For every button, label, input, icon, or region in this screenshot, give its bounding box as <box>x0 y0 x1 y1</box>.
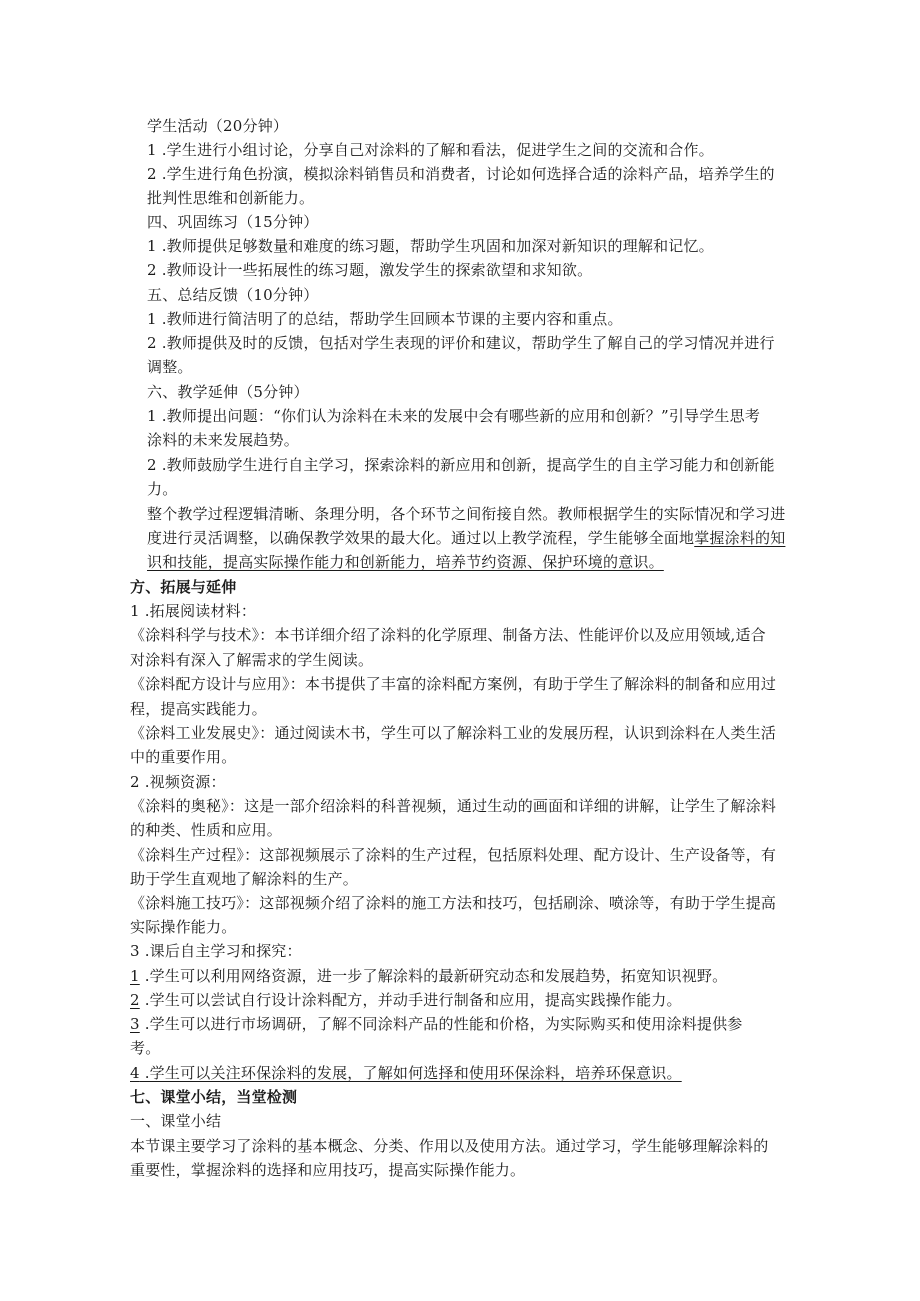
text-line: 1 .拓展阅读材料： <box>130 602 257 620</box>
underlined-text: 识和技能，提高实际操作能力和创新能力，培养节约资源、保护环境的意识。 <box>147 553 664 571</box>
list-item <box>130 988 682 1012</box>
text-line: 的种类、性质和应用。 <box>130 821 283 839</box>
text-line: 1 .教师提供足够数量和难度的练习题，帮助学生巩固和加深对新知识的理解和记忆。 <box>147 237 714 255</box>
text-line: 2 .教师设计一些拓展性的练习题，激发学生的探索欲望和求知欲。 <box>147 261 593 279</box>
text-line: 《涂料的奥秘》：这是一部介绍涂料的科普视频，通过生动的画面和详细的讲解，让学生了解涂料 <box>130 797 777 815</box>
text-segment: .学生可以尝试自行设计涂料配方，并动手进行制备和应用，提高实践操作能力。 <box>139 991 682 1009</box>
text-segment: 度进行灵活调整，以确保教学效果的最大化。通过以上教学流程，学生能够全面地 <box>147 529 695 547</box>
text-line: 整个教学过程逻辑清晰、条理分明，各个环节之间衔接自然。教师根据学生的实际情况和学习进 <box>147 505 786 523</box>
text-line: 《涂料生产过程》：这部视频展示了涂料的生产过程，包括原料处理、配方设计、生产设备等，有 <box>130 846 777 864</box>
list-item <box>130 964 727 988</box>
text-line: 中的重要作用。 <box>130 748 237 766</box>
text-line: 《涂料施工技巧》：这部视频介绍了涂料的施工方法和技巧，包括刷涂、喷涂等，有助于学生提高 <box>130 894 777 912</box>
text-line: 考。 <box>130 1039 161 1057</box>
text-line: 《涂料科学与技术》：本书详细介绍了涂料的化学原理、制备方法、性能评价以及应用领域,适合 <box>130 626 766 644</box>
text-line: 批判性思维和创新能力。 <box>147 189 315 207</box>
text-line: 对涂料有深入了解需求的学生阅读。 <box>130 651 374 669</box>
text-line: 《涂料配方设计与应用》：本书提供了丰富的涂料配方案例，有助于学生了解涂料的制备和应用过 <box>130 675 777 693</box>
text-line: 力。 <box>147 480 178 498</box>
underlined-text: 掌握涂料的知 <box>694 529 786 547</box>
text-line: 调整。 <box>147 358 193 376</box>
text-line: 学生活动（20分钟） <box>147 117 289 135</box>
underlined-text: .学生可以关注环保涂料的发展，了解如何选择和使用环保涂料，培养环保意识。 <box>139 1064 682 1082</box>
text-line: 实际操作能力。 <box>130 918 237 936</box>
text-line: 1 .教师进行简洁明了的总结，帮助学生回顾本节课的主要内容和重点。 <box>147 310 623 328</box>
text-line <box>147 526 785 550</box>
text-segment: .学生可以进行市场调研，了解不同涂料产品的性能和价格，为实际购买和使用涂料提供参 <box>139 1015 743 1033</box>
list-item <box>130 1012 743 1036</box>
text-line: 本节课主要学习了涂料的基本概念、分类、作用以及使用方法。通过学习，学生能够理解涂料的 <box>130 1137 769 1155</box>
text-line: 助于学生直观地了解涂料的生产。 <box>130 870 359 888</box>
list-item <box>130 1061 682 1085</box>
text-line: 《涂料工业发展史》：通过阅读木书，学生可以了解涂料工业的发展历程，认识到涂料在人类生活 <box>130 724 777 742</box>
section-heading-bold: 七、课堂小结，当堂检测 <box>130 1088 298 1106</box>
section-heading-bold: 方、拓展与延伸 <box>130 578 237 596</box>
text-line: 程，提高实践能力。 <box>130 700 267 718</box>
text-line: 涂料的未来发展趋势。 <box>147 431 300 449</box>
text-line: 1 .学生进行小组讨论，分享自己对涂料的了解和看法，促进学生之间的交流和合作。 <box>147 141 714 159</box>
list-number: 3 <box>130 1015 140 1033</box>
text-line: 2 .视频资源： <box>130 773 226 791</box>
text-line: 重要性，掌握涂料的选择和应用技巧，提高实际操作能力。 <box>130 1161 526 1179</box>
section-heading: 五、总结反馈（10分钟） <box>147 286 319 304</box>
list-number: 2 <box>130 991 140 1009</box>
text-segment: .学生可以利用网络资源，进一步了解涂料的最新研究动态和发展趋势，拓宽知识视野。 <box>139 967 728 985</box>
text-line: 3 .课后自主学习和探究： <box>130 942 302 960</box>
text-line: 1 .教师提出问题：“你们认为涂料在未来的发展中会有哪些新的应用和创新？”引导学生思考 <box>147 407 761 425</box>
section-heading: 四、巩固练习（15分钟） <box>147 213 319 231</box>
text-line: 2 .教师鼓励学生进行自主学习，探索涂料的新应用和创新，提高学生的自主学习能力和创新能 <box>147 456 775 474</box>
list-number: 1 <box>130 967 140 985</box>
text-line: 2 .学生进行角色扮演，模拟涂料销售员和消费者，讨论如何选择合适的涂料产品，培养学生的 <box>147 165 775 183</box>
text-line: 一、课堂小结 <box>130 1112 222 1130</box>
list-number: 4 <box>130 1064 140 1082</box>
text-line: 2 .教师提供及时的反馈，包括对学生表现的评价和建议，帮助学生了解自己的学习情况并进行 <box>147 334 775 352</box>
section-heading: 六、教学延伸（5分钟） <box>147 383 309 401</box>
